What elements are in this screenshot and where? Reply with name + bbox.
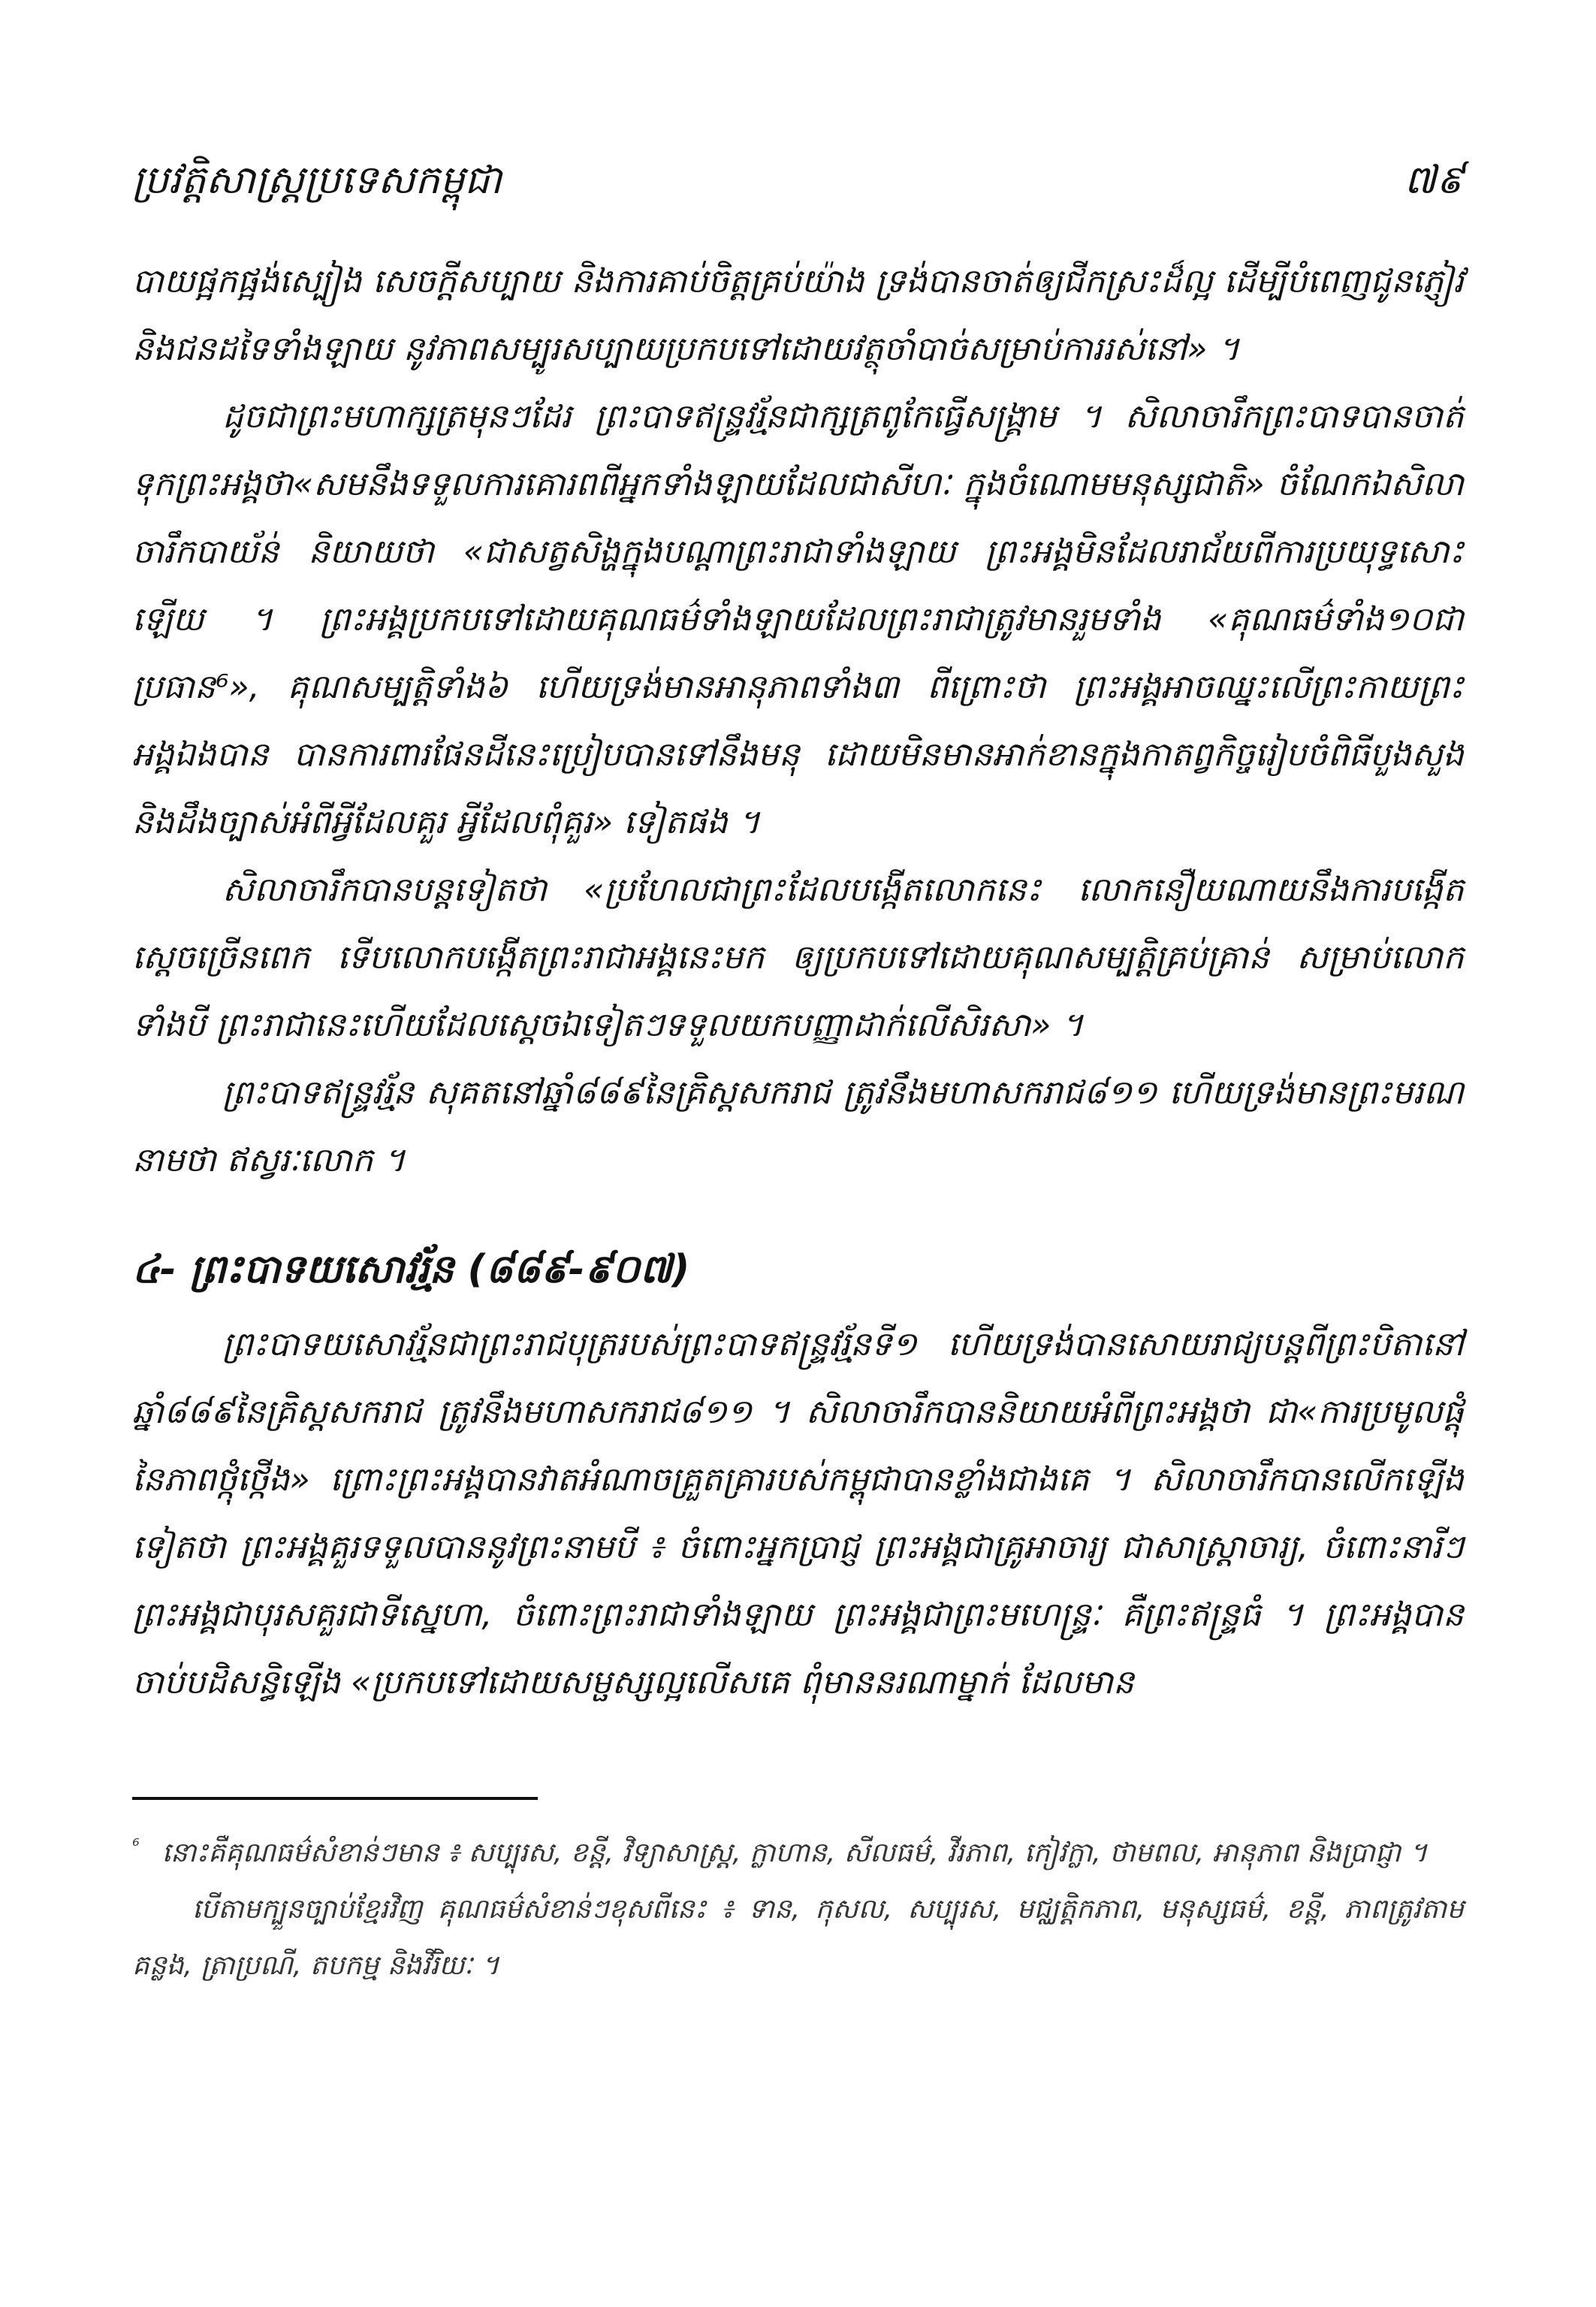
- footnote-marker: ⁶: [132, 1835, 140, 1856]
- footnotes: [132, 1818, 1464, 1994]
- paragraph-warrior-king: ដូចជាព្រះមហាក្សត្រមុនៗដែរ ព្រះបាទឥន្ទ្រវរ្ម័នជាក្សត្រពូកែធ្វើសង្គ្រាម ។ សិលាចារឹកព្រះបាទបានចាត់ទុកព្រះអង្គថា«សមនឹងទទួលការគោរពពីអ្នកទាំងឡាយដែលជាសីហៈ ក្នុងចំណោមមនុស្សជាតិ» ចំណែកឯសិលាចារឹកបាយ័ន់ និយាយថា «ជាសត្វសិង្ហក្នុងបណ្តាព្រះរាជាទាំងឡាយ ព្រះអង្គមិនដែលរាជ័យពីការប្រយុទ្ធសោះឡើយ ។ ព្រះអង្គប្រកបទៅដោយគុណធម៌ទាំងឡាយដែលព្រះរាជាត្រូវមានរួមទាំង «គុណធម៌ទាំង១០ជាប្រធាន⁶», គុណសម្បត្តិទាំង៦ ហើយទ្រង់មានអានុភាពទាំង៣ ពីព្រោះថា ព្រះអង្គអាចឈ្នះលើព្រះកាយព្រះអង្គឯងបាន បានការពារផែនដីនេះប្រៀបបានទៅនឹងមនុ ដោយមិនមានអាក់ខានក្នុងកាតព្វកិច្ចរៀបចំពិធីបួងសួង និងដឹងច្បាស់អំពីអ្វីដែលគួរ អ្វីដែលពុំគួរ» ទៀតផង ។: [132, 397, 1464, 841]
- paragraph-yasovarman: ព្រះបាទយសោវរ្ម័នជាព្រះរាជបុត្ររបស់ព្រះបាទឥន្ទ្រវរ្ម័នទី១ ហើយទ្រង់បានសោយរាជ្យបន្តពីព្រះបិតានៅឆ្នាំ៨៨៩នៃគ្រិស្តសករាជ ត្រូវនឹងមហាសករាជ៨១១ ។ សិលាចារឹកបាននិយាយអំពីព្រះអង្គថា ជា«ការប្រមូលផ្តុំនៃភាពថ្កុំថ្កើង» ព្រោះព្រះអង្គបានវាតអំណាចគ្រួតគ្រារបស់កម្ពុជាបានខ្លាំងជាងគេ ។ សិលាចារឹកបានលើកឡើងទៀតថា ព្រះអង្គគួរទទួលបាននូវព្រះនាមបី ៖ ចំពោះអ្នកប្រាជ្ញ ព្រះអង្គជាគ្រូអាចារ្យ ជាសាស្ត្រាចារ្យ, ចំពោះនារីៗ ព្រះអង្គជាបុរសគួរជាទីស្នេហា, ចំពោះព្រះរាជាទាំងឡាយ ព្រះអង្គជាព្រះមហេន្ទ្រៈ គឺព្រះឥន្ទ្រធំ ។ ព្រះអង្គបានចាប់បដិសន្ធិឡើង «ប្រកបទៅដោយសម្ផស្សល្អលើសគេ ពុំមាននរណាម្នាក់ ដែលមាន: [132, 1325, 1464, 1702]
- page-number: ៧៩: [1404, 158, 1464, 203]
- paragraph-inscription-quote: សិលាចារឹកបានបន្តទៀតថា «ប្រហែលជាព្រះដែលបង្កើតលោកនេះ លោកនឿយណាយនឹងការបង្កើតស្តេចច្រើនពេក ទើបលោកបង្កើតព្រះរាជាអង្គនេះមក ឲ្យប្រកបទៅដោយគុណសម្បត្តិគ្រប់គ្រាន់ សម្រាប់លោកទាំងបី ព្រះរាជានេះហើយដែលស្តេចឯទៀតៗទទួលយកបញ្ញាដាក់លើសិរសា» ។: [132, 871, 1464, 1044]
- section-heading: ៤- ព្រះបាទយសោវរ្ម័ន (៨៨៩-៩០៧): [132, 1247, 690, 1292]
- section-body: [132, 1311, 1464, 1717]
- footnote-2: បើតាមក្បួនច្បាប់ខ្មែរវិញ គុណធម៌សំខាន់ៗខុសពីនេះ ៖ ទាន, កុសល, សប្បុរស, មជ្ឈត្តិកភាព, មនុស្សធម៌, ខន្តី, ភាពត្រូវតាមគន្លង, ត្រាប្រណី, តបកម្ម និងវីរិយៈ ។: [132, 1894, 1464, 1981]
- body-text: [132, 248, 1464, 1194]
- footnote-1-text: នោះគឺគុណធម៌សំខាន់ៗមាន ៖ សប្បុរស, ខន្តី, វិទ្យាសាស្ត្រ, ក្លាហាន, សីលធម៌, វីរភាព, កៀវក្លា, ថាមពល, អានុភាព និងប្រាជ្ញា ។: [161, 1837, 1428, 1868]
- paragraph-death: ព្រះបាទឥន្ទ្រវរ្ម័ន សុគតនៅឆ្នាំ៨៨៩នៃគ្រិស្តសករាជ ត្រូវនឹងមហាសករាជ៨១១ ហើយទ្រង់មានព្រះមរណនាមថា ឥស្វរៈលោក ។: [132, 1073, 1464, 1179]
- running-title: ប្រវត្តិសាស្ត្រប្រទេសកម្ពុជា: [132, 158, 502, 203]
- footnote-1: [132, 1818, 1464, 1881]
- paragraph-continuation: បាយផ្អកផ្អង់ស្បៀង សេចក្តីសប្បាយ និងការគាប់ចិត្តគ្រប់យ៉ាង ទ្រង់បានចាត់ឲ្យជីកស្រះដ៏ល្អ ដើម្បីបំពេញជូនភ្ញៀវ និងជនដទៃទាំងឡាយ នូវភាពសម្បូរសប្បាយប្រកបទៅដោយវត្ថុចាំបាច់សម្រាប់ការរស់នៅ» ។: [132, 262, 1464, 368]
- footnote-divider: [132, 1797, 538, 1800]
- running-header: [132, 150, 1464, 210]
